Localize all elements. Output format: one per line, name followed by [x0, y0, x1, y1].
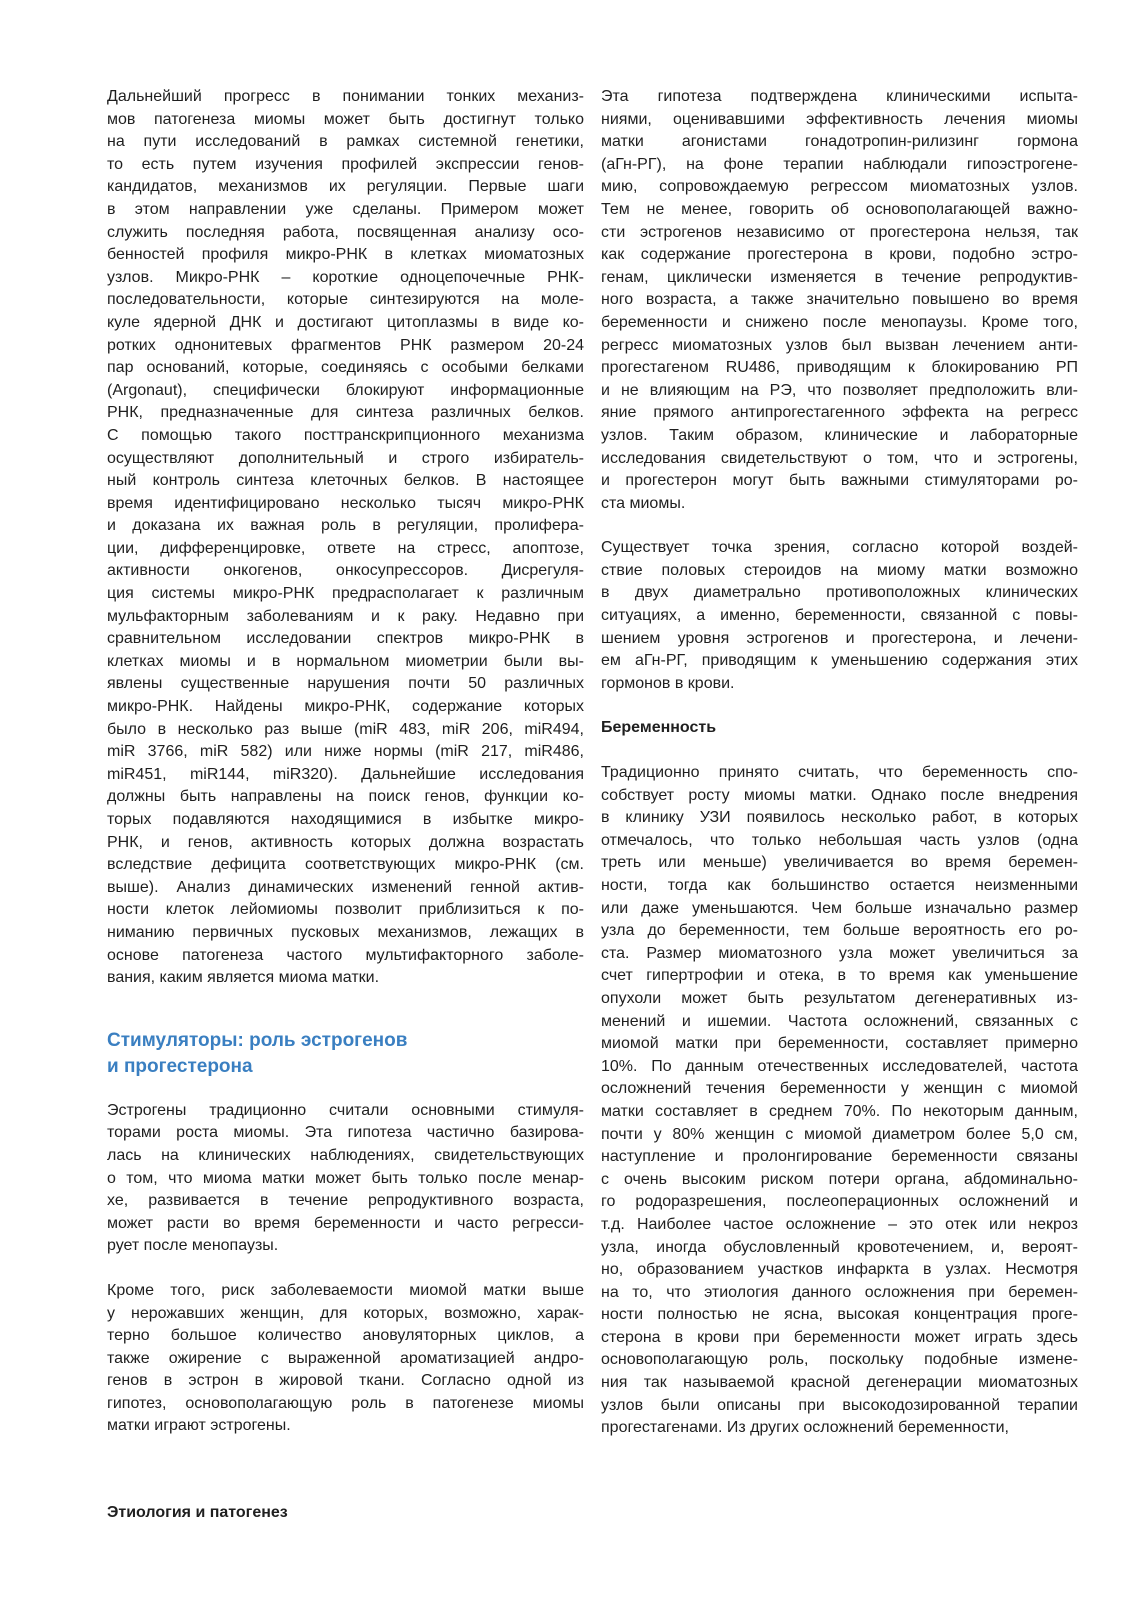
text-line: осложнений течения беременности у женщин с миомой: [601, 1080, 1078, 1098]
text-line: о том, что миома матки может быть только после менар-: [107, 1169, 584, 1187]
text-line: 10%. По данным отечественных исследователей, частота: [601, 1057, 1078, 1075]
text-line: клетках миомы и в нормальном миометрии были вы-: [107, 652, 584, 670]
subheading-pregnancy: Беременность: [601, 719, 717, 737]
text-line: ста. Размер миоматозного узла может увеличиться за: [601, 944, 1078, 962]
text-line: ции, дифференцировке, ответе на стресс, апоптозе,: [107, 539, 584, 557]
section-heading-line-2: и прогестерона: [107, 1055, 253, 1077]
text-line: го родоразрешения, послеоперационных осложнений и: [601, 1193, 1078, 1211]
text-line: мов патогенеза миомы может быть достигнут только: [107, 110, 584, 128]
text-line: сравнительном исследовании спектров микро-РНК в: [107, 630, 584, 648]
text-line: мульфакторным заболеваниям и к раку. Недавно при: [107, 607, 584, 625]
paragraph: [107, 1100, 584, 1258]
text-line: менений и ишемии. Частота осложнений, связанных с: [601, 1012, 1078, 1030]
right-column: [601, 86, 1078, 1462]
text-line: Эта гипотеза подтверждена клиническими испыта-: [601, 88, 1078, 105]
text-line: активности онкогенов, онкосупрессоров. Дисрегуля-: [107, 562, 584, 580]
text-line: (аГн-РГ), на фоне терапии наблюдали гипоэстрогене-: [601, 155, 1078, 173]
right-paragraphs-before: [601, 86, 1078, 695]
text-line: и доказана их важная роль в регуляции, пролифера-: [107, 517, 584, 535]
text-line: исследования свидетельствуют о том, что и эстрогены,: [601, 449, 1078, 467]
text-line: miR451, miR144, miR320). Дальнейшие исследования: [107, 765, 584, 783]
text-line: Эстрогены традиционно считали основными стимуля-: [107, 1101, 584, 1119]
text-line: С помощью такого посттранскрипционного механизма: [107, 426, 584, 444]
text-line: ности клеток лейомиомы позволит приблизиться к по-: [107, 901, 584, 919]
text-line: Традиционно принято считать, что беременность спо-: [601, 764, 1078, 782]
text-line: узлов. Микро-РНК – короткие одноцепочечные РНК-: [107, 268, 584, 286]
text-line: матки агонистами гонадотропин-рилизинг гормона: [601, 133, 1078, 151]
text-line: время идентифицировано несколько тысяч микро-РНК: [107, 494, 584, 512]
text-line: ности полностью не ясна, высокая концентрация проге-: [601, 1306, 1078, 1324]
text-line: ности, тогда как большинство остается неизменными: [601, 877, 1078, 894]
text-line: (Argonaut), специфически блокируют информационные: [107, 381, 584, 399]
text-line: узлов. Таким образом, клинические и лабораторные: [601, 426, 1078, 444]
paragraph: [601, 762, 1078, 1440]
text-line: ниманию первичных пусковых механизмов, лежащих в: [107, 923, 584, 941]
paragraph: [107, 86, 584, 990]
text-line: торых подавляются находящимися в избытке микро-: [107, 811, 584, 828]
text-line: пар оснований, которые, соединяясь с особыми белками: [107, 359, 584, 377]
text-line: терно большое количество ановуляторных циклов, а: [107, 1327, 584, 1345]
text-line: наступление и пролонгирование беременности связаны: [601, 1148, 1078, 1166]
text-line: как содержание прогестерона в крови, подобно эстро-: [601, 246, 1078, 264]
text-line: стерона в крови при беременности может играть здесь: [601, 1328, 1078, 1346]
text-line: у нерожавших женщин, для которых, возможно, харак-: [107, 1304, 584, 1322]
text-line: ротких однонитевых фрагментов РНК размером 20-24: [107, 336, 584, 354]
text-line: шением уровня эстрогенов и прогестерона, и лечени-: [601, 629, 1078, 647]
text-line: генов в эстрон в жировой ткани. Согласно одной из: [107, 1372, 584, 1390]
text-line: в двух диаметрально противоположных клинических: [601, 584, 1078, 602]
text-line: осуществляют дополнительный и строго избиратель-: [107, 449, 584, 467]
text-line: опухоли может быть результатом дегенеративных из-: [601, 989, 1078, 1007]
text-line: РНК, предназначенные для синтеза различных белков.: [107, 404, 584, 422]
text-line: выше). Анализ динамических изменений генной актив-: [107, 878, 584, 896]
text-line: т.д. Наиболее частое осложнение – это отек или некроз: [601, 1215, 1078, 1233]
left-paragraphs-after: [107, 1100, 584, 1438]
text-line: в клинику УЗИ появилось несколько работ, в которых: [601, 809, 1078, 827]
left-column: [107, 86, 584, 1460]
section-heading: [107, 1028, 584, 1080]
text-line: ного возраста, а также значительно повышено во время: [601, 291, 1078, 309]
text-line: в этом направлении уже сделаны. Примером может: [107, 200, 584, 218]
text-line: явлены существенные нарушения почти 50 различных: [107, 675, 584, 693]
text-line: Тем не менее, говорить об основополагающей важно-: [601, 200, 1078, 218]
text-line: яние прямого антипрогестагенного эффекта на регресс: [601, 404, 1078, 422]
text-line: лась на клинических наблюдениях, свидетельствующих: [107, 1146, 584, 1164]
text-line: может расти во время беременности и часто регресси-: [107, 1214, 584, 1232]
text-line: треть или меньше) увеличивается во время беремен-: [601, 854, 1078, 872]
text-line: на пути исследований в рамках системной генетики,: [107, 133, 584, 151]
text-line: мию, сопровождаемую регрессом миоматозных узлов.: [601, 178, 1078, 196]
text-line: Кроме того, риск заболеваемости миомой матки выше: [107, 1281, 584, 1299]
text-line: миомой матки при беременности, составляет примерно: [601, 1035, 1078, 1053]
text-line: рует после менопаузы.: [107, 1237, 279, 1255]
text-line: матки составляет в среднем 70%. По некоторым данным,: [601, 1102, 1078, 1120]
text-line: вания, каким является миома матки.: [107, 969, 380, 987]
text-line: ситуациях, а именно, беременности, связанной с повы-: [601, 607, 1078, 625]
text-line: хе, развивается в течение репродуктивного возраста,: [107, 1192, 584, 1210]
text-line: бенностей профиля микро-РНК в клетках миоматозных: [107, 246, 584, 264]
text-line: гормонов в крови.: [601, 674, 735, 692]
text-line: Дальнейший прогресс в понимании тонких механиз-: [107, 88, 584, 105]
text-line: ния так называемой красной дегенерации миоматозных: [601, 1374, 1078, 1392]
text-line: Существует точка зрения, согласно которой воздей-: [601, 539, 1078, 557]
text-line: ниями, оценивавшими эффективность лечения миомы: [601, 110, 1078, 128]
text-line: сти эстрогенов независимо от прогестерона нельзя, так: [601, 223, 1078, 241]
text-line: основополагающую роль, поскольку подобные измене-: [601, 1351, 1078, 1369]
text-line: регресс миоматозных узлов был вызван лечением анти-: [601, 336, 1078, 354]
text-line: было в несколько раз выше (miR 483, miR 206, miR494,: [107, 720, 584, 738]
text-line: последовательности, которые синтезируются на моле-: [107, 291, 584, 309]
text-line: матки играют эстрогены.: [107, 1417, 291, 1435]
text-line: miR 3766, miR 582) или ниже нормы (miR 217, miR486,: [107, 743, 584, 761]
text-line: микро-РНК. Найдены микро-РНК, содержание которых: [107, 698, 584, 716]
left-paragraphs-before: [107, 86, 584, 990]
text-line: и не влияющим на РЭ, что позволяет предположить вли-: [601, 381, 1078, 399]
text-line: ста миомы.: [601, 494, 686, 512]
text-line: но, образованием участков инфаркта в узлах. Несмотря: [601, 1261, 1078, 1279]
paragraph: [601, 86, 1078, 515]
text-line: беременности и снижено после менопаузы. Кроме того,: [601, 313, 1078, 331]
paragraph: [107, 1280, 584, 1438]
paragraph: [601, 537, 1078, 695]
text-line: ция системы микро-РНК предрасполагает к различным: [107, 585, 584, 603]
text-line: с очень высоким риском потери органа, абдоминально-: [601, 1170, 1078, 1188]
text-line: куле ядерной ДНК и достигают цитоплазмы в виде ко-: [107, 313, 584, 331]
text-line: узла, иногда обусловленный кровотечением, и, вероят-: [601, 1238, 1078, 1256]
text-line: ный контроль синтеза клеточных белков. В настоящее: [107, 472, 584, 490]
text-line: почти у 80% женщин с миомой диаметром более 5,0 см,: [601, 1125, 1078, 1143]
text-line: прогестагеном RU486, приводящим к блокированию РП: [601, 359, 1078, 377]
text-line: ствие половых стероидов на миому матки возможно: [601, 561, 1078, 579]
text-line: гипотез, основополагающую роль в патогенезе миомы: [107, 1394, 584, 1412]
text-line: и прогестерон могут быть важными стимуляторами ро-: [601, 472, 1078, 490]
text-line: вследствие дефицита соответствующих микро-РНК (см.: [107, 856, 584, 874]
section-heading-line-1: Стимуляторы: роль эстрогенов: [107, 1029, 408, 1051]
text-line: РНК, и генов, активность которых должна возрастать: [107, 833, 584, 851]
text-line: или даже уменьшаются. Чем больше изначально размер: [601, 899, 1078, 917]
text-line: служить последняя работа, посвященная анализу осо-: [107, 223, 584, 241]
text-line: должны быть направлены на поиск генов, функции ко-: [107, 788, 584, 806]
text-line: счет гипертрофии и отека, в то время как уменьшение: [601, 967, 1078, 985]
right-paragraphs-after: [601, 762, 1078, 1440]
text-line: отмечалось, что только небольшая часть узлов (одна: [601, 831, 1078, 849]
text-line: узла до беременности, тем больше вероятность его ро-: [601, 922, 1078, 940]
text-line: то есть путем изучения профилей экспрессии генов-: [107, 155, 584, 173]
text-line: также ожирение с выраженной ароматизацией андро-: [107, 1349, 584, 1367]
text-line: прогестагенами. Из других осложнений беременности,: [601, 1419, 1009, 1437]
text-line: собствует росту миомы матки. Однако после внедрения: [601, 786, 1078, 804]
text-line: генам, циклически изменяется в течение репродуктив-: [601, 268, 1078, 286]
text-line: узлов были описаны при высокодозированной терапии: [601, 1396, 1078, 1414]
text-line: кандидатов, механизмов их регуляции. Первые шаги: [107, 178, 584, 196]
text-line: основе патогенеза частого мультифакторного заболе-: [107, 946, 584, 964]
text-line: на то, что этиология данного осложнения при беремен-: [601, 1283, 1078, 1301]
running-footer-title: Этиология и патогенез: [107, 1504, 288, 1521]
text-line: ем аГн-РГ, приводящим к уменьшению содержания этих: [601, 652, 1078, 670]
text-line: торами роста миомы. Эта гипотеза частично базирова-: [107, 1124, 584, 1142]
